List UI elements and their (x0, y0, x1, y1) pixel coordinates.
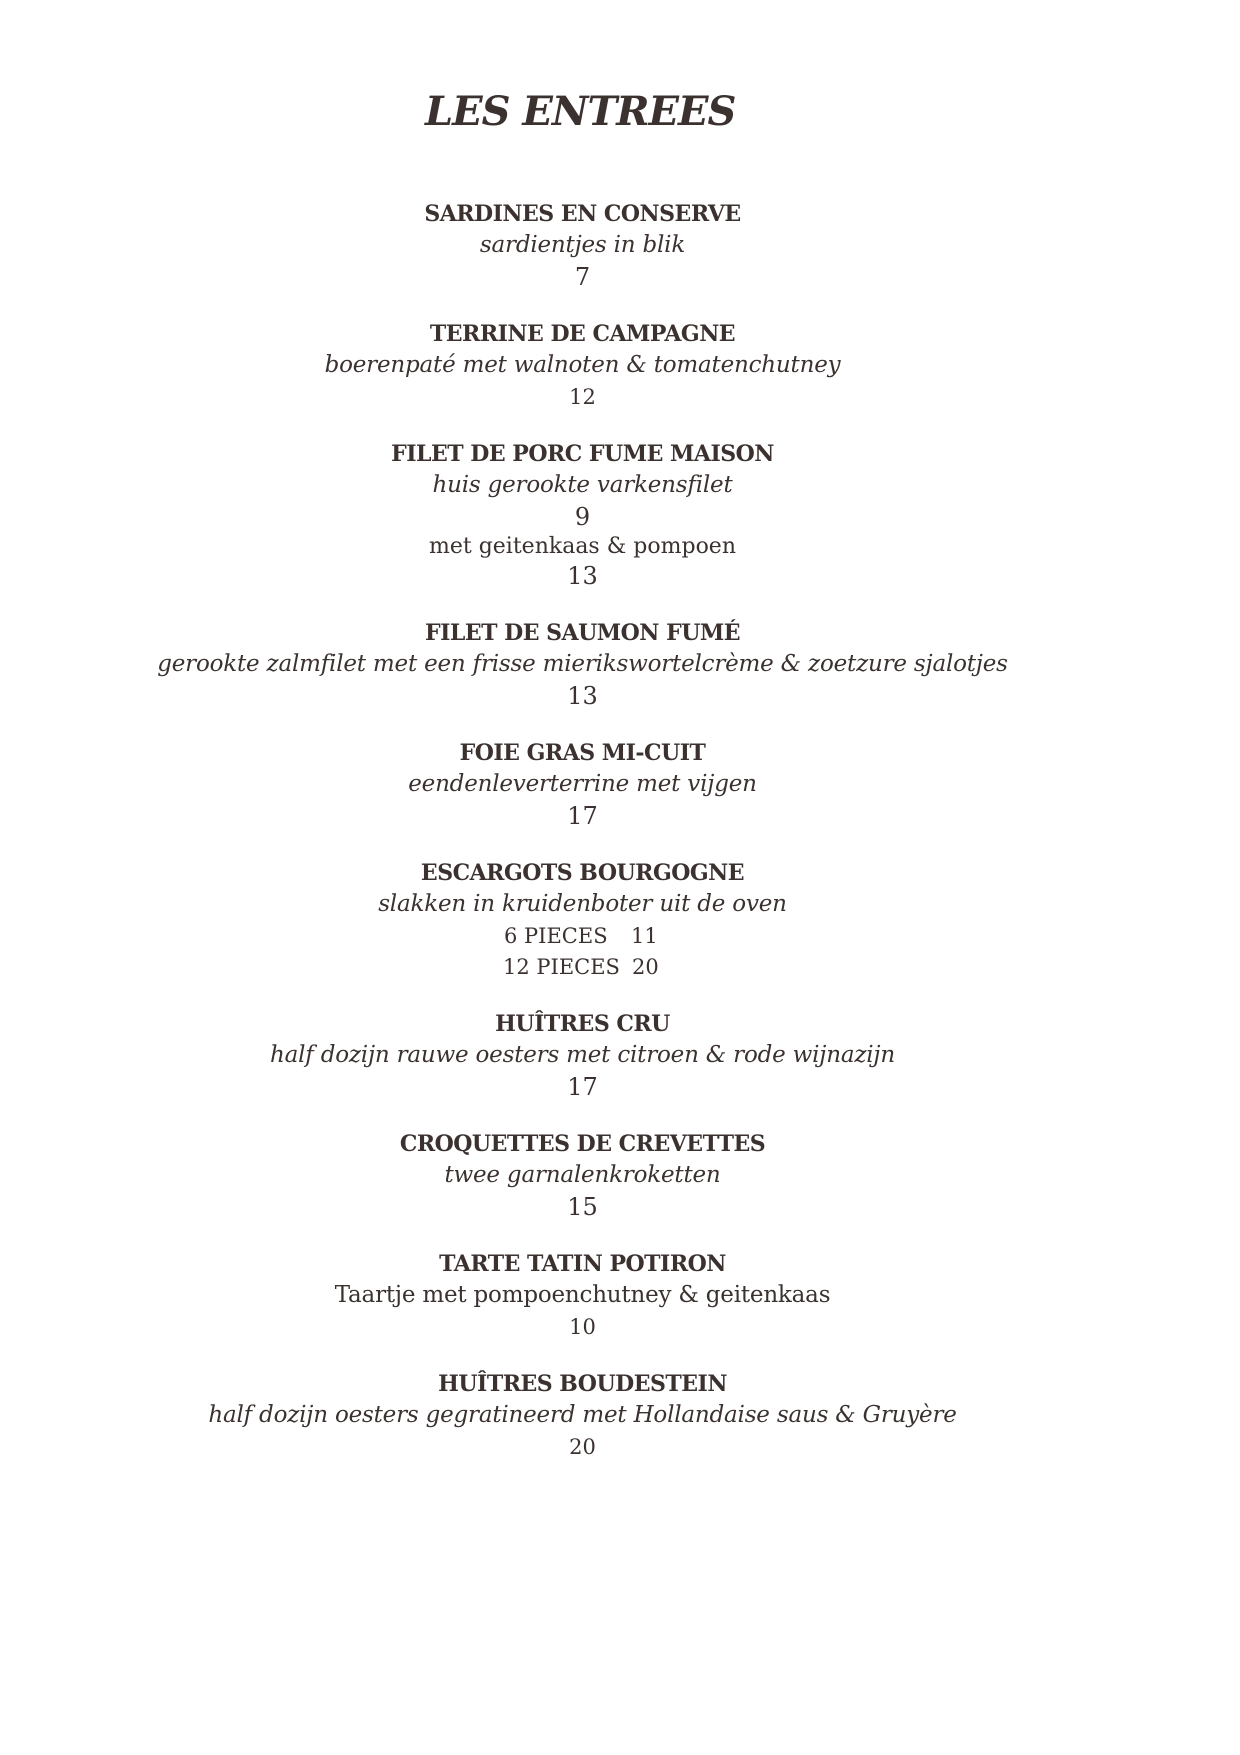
portion-label: 12 PIECES (503, 955, 620, 979)
menu-item (0, 320, 1165, 413)
item-description: sardientjes in blik (479, 232, 686, 258)
menu-item (0, 1130, 1165, 1223)
item-description: twee garnalenkroketten (444, 1162, 721, 1188)
item-price: 10 (569, 1315, 596, 1339)
portion-row (0, 952, 1165, 983)
menu-item (0, 739, 1165, 832)
menu-item (0, 619, 1165, 712)
item-name: FOIE GRAS MI-CUIT (459, 740, 706, 766)
item-price: 20 (569, 1435, 596, 1459)
item-variant: met geitenkaas & pompoen (428, 534, 736, 559)
item-price: 17 (567, 1073, 598, 1101)
item-description: eendenleverterrine met vijgen (408, 771, 757, 797)
item-name: FILET DE SAUMON FUMÉ (424, 620, 741, 646)
item-name: HUÎTRES BOUDESTEIN (438, 1371, 727, 1397)
item-name: TARTE TATIN POTIRON (439, 1251, 726, 1277)
item-price: 15 (567, 1193, 598, 1221)
menu-item (0, 1010, 1165, 1103)
item-price: 7 (574, 263, 591, 291)
item-price: 13 (567, 682, 598, 710)
item-description: Taartje met pompoenchutney & geitenkaas (334, 1282, 831, 1308)
portion-price: 11 (631, 924, 658, 948)
item-description: huis gerookte varkensfilet (432, 472, 733, 498)
item-price: 17 (567, 802, 598, 830)
menu-list (0, 200, 1165, 1490)
item-name: CROQUETTES DE CREVETTES (399, 1131, 766, 1157)
page-title: LES ENTREES (425, 88, 736, 135)
item-variant-price: 13 (567, 562, 598, 590)
portion-label: 6 PIECES (504, 924, 608, 948)
item-description: boerenpaté met walnoten & tomatenchutney (324, 352, 841, 378)
item-description: gerookte zalmfilet met een frisse mierikswortelcrème & zoetzure sjalotjes (157, 651, 1008, 677)
item-name: TERRINE DE CAMPAGNE (429, 321, 736, 347)
item-name: ESCARGOTS BOURGOGNE (420, 860, 745, 886)
menu-item (0, 1370, 1165, 1463)
item-description: half dozijn oesters gegratineerd met Hollandaise saus & Gruyère (208, 1402, 957, 1428)
item-price: 9 (574, 503, 591, 531)
item-description: slakken in kruidenboter uit de oven (378, 891, 787, 917)
item-name: SARDINES EN CONSERVE (424, 201, 741, 227)
menu-item (0, 440, 1165, 592)
item-name: HUÎTRES CRU (495, 1011, 670, 1037)
item-description: half dozijn rauwe oesters met citroen & rode wijnazijn (270, 1042, 895, 1068)
menu-item (0, 859, 1165, 983)
menu-item (0, 200, 1165, 293)
portion-row (0, 921, 1165, 952)
portion-price: 20 (632, 955, 659, 979)
menu-item (0, 1250, 1165, 1343)
item-name: FILET DE PORC FUME MAISON (391, 441, 774, 467)
item-price: 12 (569, 385, 596, 409)
